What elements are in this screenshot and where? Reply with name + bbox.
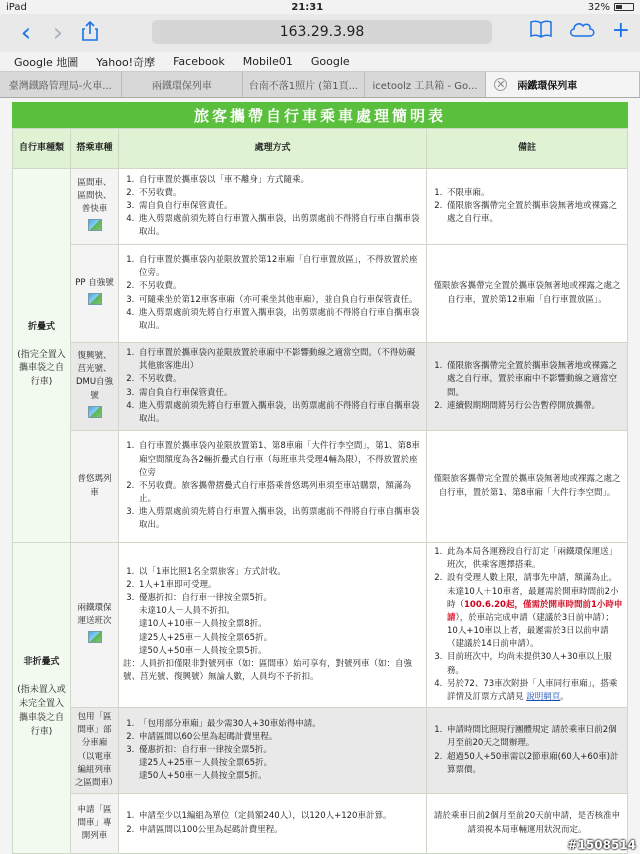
note-text: 。 xyxy=(560,691,569,702)
train-cell xyxy=(71,431,119,543)
train-cell xyxy=(71,543,119,708)
non-folding-category xyxy=(13,543,71,854)
train-image-icon[interactable] xyxy=(88,631,102,643)
cloud-tabs-icon[interactable] xyxy=(568,20,596,42)
forward-icon[interactable]: › xyxy=(52,18,64,48)
note-text: 設有受理人數上限，請事先申請，額滿為止。未達10人＋10車者，最遲需於開車時間前2小時（ xyxy=(447,573,619,610)
train-cell xyxy=(71,169,119,245)
process-cell xyxy=(119,343,427,431)
info-page-link[interactable]: 說明網頁 xyxy=(526,691,561,702)
process-item: 1. 「包用部分車廂」最少需30人+30車始得申請。 xyxy=(137,718,422,731)
process-item: 4. 進入剪票處前須先將自行車置入攜車袋，出剪票處前不得將自行車自攜車袋取出。 xyxy=(137,400,422,426)
process-item: 2. 不另收費。 xyxy=(137,373,422,386)
process-item: 3. 進入剪票處前須先將自行車置入攜車袋，出剪票處前不得將自行車自攜車袋取出。 xyxy=(137,506,422,532)
back-icon[interactable]: ‹ xyxy=(20,18,32,48)
bookmark-item[interactable]: Yahoo!奇摩 xyxy=(96,55,156,69)
tab[interactable]: 兩鐵環保列車 xyxy=(122,72,244,97)
note-cell xyxy=(427,169,628,245)
process-item: 2. 不另收費。旅客攜帶摺疊式自行車搭乘普悠瑪列車須至車站購票，額滿為止。 xyxy=(137,480,422,506)
process-cell xyxy=(119,169,427,245)
non-folding-sub: (指未置入或未完全置入攜車袋之自行車) xyxy=(17,685,66,737)
battery-status xyxy=(588,2,634,13)
train-name: 區間車、區間快、普快車 xyxy=(77,177,112,214)
watermark: #1508514 xyxy=(567,838,636,852)
url-bar[interactable] xyxy=(152,20,492,44)
note-item: 2. 連續假期期間將另行公告暫停開放攜帶。 xyxy=(445,400,623,413)
process-item: 1. 申請至少以1編組為單位（定員額240人），以120人+120車計算。 xyxy=(137,810,422,823)
process-cell xyxy=(119,543,427,708)
discount-rule: 優惠折扣：自行車一律按全票5折。 xyxy=(139,593,272,604)
process-cell xyxy=(119,245,427,343)
train-name: 普悠瑪列車 xyxy=(77,474,112,498)
folding-category xyxy=(13,169,71,543)
note-cell xyxy=(427,543,628,708)
process-item: 2. 1人+1車即可受理。 xyxy=(137,579,422,592)
browser-toolbar xyxy=(0,14,640,52)
note-item: 2. 超過50人+50車需以2節車廂(60人+60車)計算票價。 xyxy=(445,751,623,777)
process-cell xyxy=(119,708,427,794)
status-bar xyxy=(0,0,640,14)
table-row xyxy=(13,794,628,854)
note-item xyxy=(445,678,623,704)
bookmark-item[interactable]: Mobile01 xyxy=(242,55,293,68)
note-cell: 僅限旅客攜帶完全置於攜車袋無著地或裸露之處之自行車，置於第12車廂「自行車置放區」。 xyxy=(427,245,628,343)
process-item: 3. 需自負自行車保管責任。 xyxy=(137,387,422,400)
discount-rule: 達25人+25車－人員按全票65折。 xyxy=(139,758,273,769)
process-item: 2. 不另收費。 xyxy=(137,280,422,293)
bookmark-item[interactable]: Google 地圖 xyxy=(14,55,79,69)
folding-sub: (指完全置入攜車袋之自行車) xyxy=(17,349,66,388)
discount-rule: 達50人+50車－人員按全票5折。 xyxy=(139,771,267,782)
header-bike-type: 自行車種類 xyxy=(13,129,71,169)
clock: 21:31 xyxy=(291,1,324,13)
train-cell: 包用「區間車」部分車廂（以電車編組列車之區間車） xyxy=(71,708,119,794)
folding-label: 折疊式 xyxy=(27,321,55,332)
bookmarks-bar xyxy=(0,52,640,72)
page-title: 旅客攜帶自行車乘車處理簡明表 xyxy=(12,102,628,128)
process-cell xyxy=(119,794,427,854)
note-item: 3. 目前班次中，均尚未提供30人+30車以上服務。 xyxy=(445,651,623,677)
process-item: 1. 自行車置於攜車袋以「車不離身」方式隨乘。 xyxy=(137,174,422,187)
discount-footnote: 註：人員折扣僅限非對號列車（如：區間車）始可享有，對號列車（如：自強號、莒光號、復興號）無論人數，人員均不予折扣。 xyxy=(123,658,413,683)
note-item: 1. 不限車廂。 xyxy=(445,187,623,200)
battery-percent: 32% xyxy=(587,1,610,13)
train-image-icon[interactable] xyxy=(88,406,102,418)
bike-rules-table xyxy=(12,128,628,854)
discount-rule: 達50人+50車－人員按全票5折。 xyxy=(139,645,267,656)
non-folding-label: 非折疊式 xyxy=(23,657,60,668)
table-row xyxy=(13,708,628,794)
note-cell: 僅限旅客攜帶完全置於攜車袋無著地或裸露之處之自行車，置於第1、第8車廂「大件行李空間」。 xyxy=(427,431,628,543)
bookmarks-icon[interactable] xyxy=(530,20,552,42)
process-item: 1. 以「1車比照1名全票旅客」方式計收。 xyxy=(137,566,422,579)
process-item: 2. 申請區間以60公里為起碼計費里程。 xyxy=(137,731,422,744)
table-row xyxy=(13,543,628,708)
tab[interactable]: icetoolz 工具箱 - Go... xyxy=(365,72,487,97)
discount-rule: 達10人+10車－人員按全票8折。 xyxy=(139,619,267,630)
process-item: 3. 需自負自行車保管責任。 xyxy=(137,200,422,213)
share-icon[interactable] xyxy=(74,21,106,46)
train-cell xyxy=(71,343,119,431)
bookmark-item[interactable]: Facebook xyxy=(173,55,225,68)
note-item: 1. 僅限旅客攜帶完全置於攜車袋無著地或裸露之處之自行車，置於車廂中不影響動線之適當空間。 xyxy=(445,360,623,400)
process-item xyxy=(137,592,422,658)
train-image-icon[interactable] xyxy=(88,293,102,305)
table-row xyxy=(13,431,628,543)
table-row xyxy=(13,343,628,431)
red-notice: 100.6.20起，僅需於開車時間前1小時申請 xyxy=(447,599,623,623)
header-train-type: 搭乘車種 xyxy=(71,129,119,169)
train-name: PP 自強號 xyxy=(75,277,114,288)
process-item xyxy=(137,744,422,784)
tab-label: 兩鐵環保列車 xyxy=(517,81,578,92)
note-text: ），於車站完成申請（建議於3日前申請）；10人+10車以上者，最遲需於3日以前申請（建議於14日前申請）。 xyxy=(447,612,614,650)
process-cell xyxy=(119,431,427,543)
bookmark-item[interactable]: Google xyxy=(310,55,350,68)
train-name: 復興號、莒光號、DMU自強號 xyxy=(75,351,114,401)
process-item: 4. 進入剪票處前須先將自行車置入攜車袋，出剪票處前不得將自行車自攜車袋取出。 xyxy=(137,307,422,333)
train-image-icon[interactable] xyxy=(88,219,102,231)
note-cell: 請於乘車日前2個月至前20天前申請，是否核准申請須視本局車輛運用狀況而定。 xyxy=(427,794,628,854)
note-item: 1. 申請時間比照現行團體規定 請於乘車日前2個月至前20天之間辦理。 xyxy=(445,724,623,750)
discount-rule: 達25人+25車－人員按全票65折。 xyxy=(139,632,273,643)
tab[interactable]: 台南不落1照片 (第1頁... xyxy=(243,72,365,97)
process-item: 1. 自行車置於攜車袋內並限放置於車廂中不影響動線之適當空間。（不得妨礙其他旅客進出） xyxy=(137,347,422,373)
discount-rule: 優惠折扣：自行車一律按全票5折。 xyxy=(139,744,272,755)
table-header-row xyxy=(13,129,628,169)
new-tab-icon[interactable]: + xyxy=(611,18,630,43)
process-item: 2. 不另收費。 xyxy=(137,187,422,200)
tab-bar xyxy=(0,72,640,98)
tab-active[interactable] xyxy=(486,72,640,97)
note-text: 另於72、73車次附掛「人車同行車廂」，搭乘詳情及訂票方式請見 xyxy=(447,678,618,702)
process-item: 3. 可隨乘坐於第12車客車廂（亦可乘坐其他車廂），並自負自行車保管責任。 xyxy=(137,294,422,307)
battery-icon xyxy=(614,3,634,11)
url-text: 163.29.3.98 xyxy=(279,24,365,40)
process-item: 2. 申請區間以100公里為起碼計費里程。 xyxy=(137,824,422,837)
process-item: 1. 自行車置於攜車袋內並限放置於第12車廂「自行車置放區」，不得放置於座位旁。 xyxy=(137,254,422,280)
discount-rule: 未達10人－人員不折扣。 xyxy=(139,606,235,617)
web-page xyxy=(0,98,640,854)
tab[interactable]: 臺灣鐵路管理局-火車... xyxy=(0,72,122,97)
header-process: 處理方式 xyxy=(119,129,427,169)
header-notes: 備註 xyxy=(427,129,628,169)
note-cell xyxy=(427,708,628,794)
table-row xyxy=(13,169,628,245)
process-item: 1. 自行車置於攜車袋內並限放置第1、第8車廂「大件行李空間」，第1、第8車廂空間額度為各2輛折疊式自行車（每班車共受理4輛為限），不得放置於座位旁 xyxy=(137,440,422,480)
train-cell: 申請「區間車」專開列車 xyxy=(71,794,119,854)
close-tab-icon[interactable]: ✕ xyxy=(496,78,506,91)
note-cell xyxy=(427,343,628,431)
device-label: iPad xyxy=(6,1,27,13)
note-item xyxy=(445,572,623,651)
note-item: 1. 此為本局各運務段自行訂定「兩鐵環保運送」班次，供乘客選擇搭乘。 xyxy=(445,546,623,572)
process-item: 4. 進入剪票處前須先將自行車置入攜車袋，出剪票處前不得將自行車自攜車袋取出。 xyxy=(137,213,422,239)
train-cell xyxy=(71,245,119,343)
table-row xyxy=(13,245,628,343)
train-name: 兩鐵環保運送班次 xyxy=(77,602,112,626)
note-item: 2. 僅限旅客攜帶完全置於攜車袋無著地或裸露之處之自行車。 xyxy=(445,200,623,226)
